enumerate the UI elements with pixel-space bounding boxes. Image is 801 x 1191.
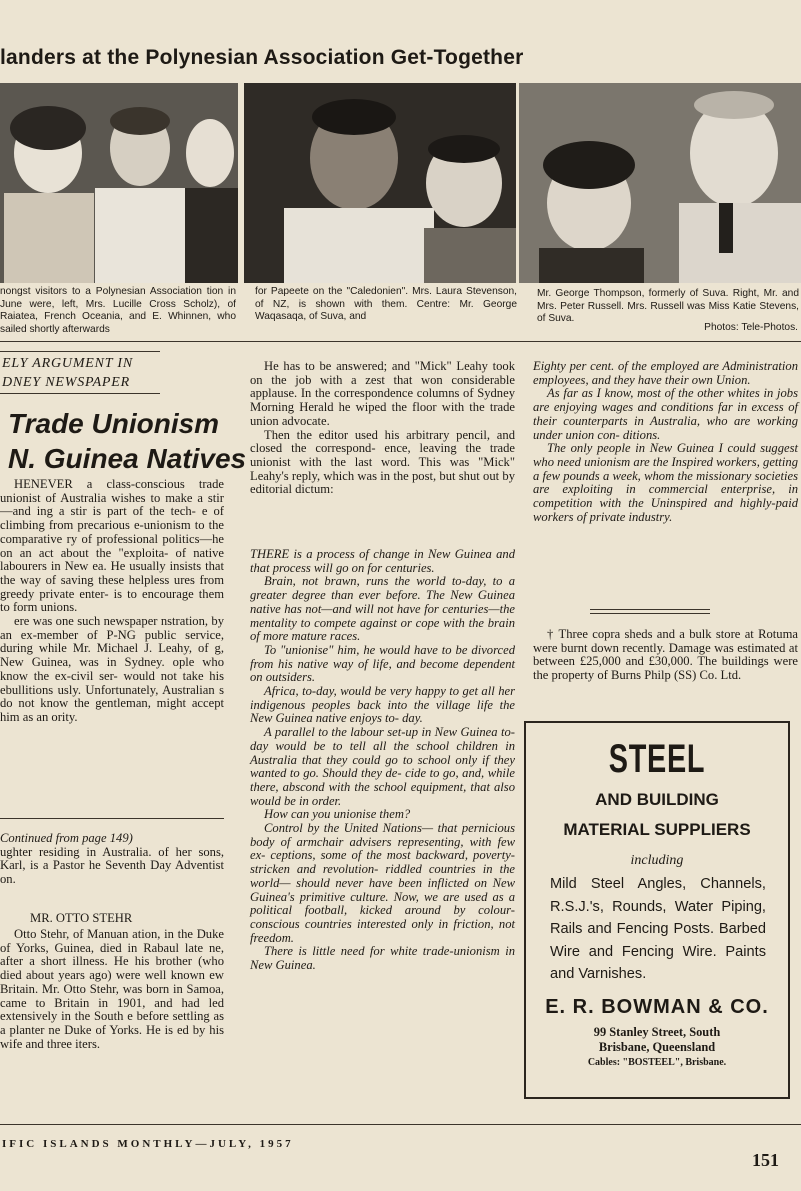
ad-firm-name: E. R. BOWMAN & CO. bbox=[545, 995, 769, 1018]
ad-cables: Cables: "BOSTEEL", Brisbane. bbox=[587, 1056, 727, 1068]
ad-product-list: Mild Steel Angles, Channels, R.S.J.'s, Rounds, Water Piping, Rails and Fencing Posts. Barbed Wire and Fencing Wire. Paints and Varnishes. bbox=[550, 876, 766, 983]
caption-left: nongst visitors to a Polynesian Association tion in June were, left, Mrs. Lucille Cross Scholz), of Raiatea, French Oceania, and E. Whinnen, who sailed shortly afterwards bbox=[0, 286, 236, 335]
photo-credit: Photos: Tele-Photos. bbox=[704, 322, 798, 333]
ad-title: STEEL bbox=[608, 737, 706, 781]
page-headline: landers at the Polynesian Association Get-Together bbox=[0, 46, 524, 69]
paragraph: † Three copra sheds and a bulk store at Rotuma were burnt down recently. Damage was estimated at between £25,000 and £30,000. The buildings were the property of Burns Philp (SS) Co. Ltd. bbox=[533, 627, 798, 683]
paragraph: There is little need for white trade-unionism in New Guinea. bbox=[250, 944, 515, 973]
kicker-line-1: ELY ARGUMENT IN bbox=[2, 356, 133, 371]
continued-text: ughter residing in Australia. of her sons, Karl, is a Pastor he Seventh Day Adventist on. bbox=[0, 844, 224, 887]
article-column-1 bbox=[0, 478, 224, 725]
ad-subtitle-1: AND BUILDING bbox=[595, 790, 719, 809]
paragraph: Brain, not brawn, runs the world to-day, to a greater degree than ever before. The New Guinea native has not—and will not have for centuries—the mentality to compete against or cope with the brain of more mature races. bbox=[250, 574, 515, 644]
paragraph: Otto Stehr, of Manuan ation, in the Duke of Yorks, Guinea, died in Rabaul late ne, after a short illness. He his brother (who died about years ago) were well known ew Britain. Mr. Otto Stehr, was born in Samoa, came to Britain in 1901, and had led extensively in the South e before settling as a planter ne Duke of Yorks. He is ed by his wife and three iters. bbox=[0, 927, 224, 1051]
paragraph: The only people in New Guinea I could suggest who need unionism are the Inspired workers, getting a few pounds a week, whom the missionary societies are exploiting in commercial enterprise, in competition with the Uninspired and highly-paid workers of private industry. bbox=[533, 441, 798, 524]
article-column-2 bbox=[250, 360, 515, 497]
divider bbox=[0, 818, 224, 819]
photo-middle bbox=[244, 83, 516, 283]
rotuma-note bbox=[533, 628, 798, 683]
paragraph: Control by the United Nations— that pernicious body of armchair advisers representing, with few ex- ceptions, some of the most backward, poverty-stricken and revolution- riddled countries in the world— should never have been inflicted on New Guinea's primitive culture. Now, we are used as a political football, kicked around by colour-conscious countries interested only in friction, not freedom. bbox=[250, 821, 515, 945]
caption-middle: for Papeete on the "Caledonien". Mrs. Laura Stevenson, of NZ, is shown with them. Centre: Mr. George Waqasaqa, of Suva, and bbox=[255, 286, 517, 323]
article-column-3 bbox=[533, 360, 798, 524]
kicker-line-2: DNEY NEWSPAPER bbox=[2, 375, 130, 390]
steel-advertisement bbox=[524, 721, 790, 1099]
paragraph: How can you unionise them? bbox=[264, 807, 411, 822]
divider bbox=[590, 613, 710, 614]
paragraph: A parallel to the labour set-up in New Guinea to-day would be to tell all the school children in Australia that they could go to school only if they wanted to go. Should they de- cide to go, and, while there, abscond with the school equipment, that also would be in order. bbox=[250, 725, 515, 808]
divider bbox=[0, 393, 160, 394]
article-title-line-1: Trade Unionism bbox=[8, 408, 220, 439]
paragraph: Africa, to-day, would be very happy to get all her indigenous peoples back into the village life the New Guinea native enjoys to- day. bbox=[250, 684, 515, 726]
paragraph: HENEVER a class-conscious trade unionist of Australia wishes to make a stir—and ing a stir is part of the tech- e of climbing from precarious e-unionism to the comparative ry of professional politics—he on an act about the "exploita- of native labourers in New ea. He usually insists that the way of saving these helpless ures from greedy private enter- is to encourage them to form unions. bbox=[0, 477, 224, 615]
ad-subtitle-2: MATERIAL SUPPLIERS bbox=[563, 820, 751, 839]
obituary-heading: MR. OTTO STEHR bbox=[30, 911, 133, 925]
ad-address-2: Brisbane, Queensland bbox=[598, 1039, 716, 1054]
page-number: 151 bbox=[752, 1150, 779, 1170]
ad-address-1: 99 Stanley Street, South bbox=[593, 1024, 721, 1039]
paragraph: Then the editor used his arbitrary pencil, and closed the correspond- ence, leaving the trade unionist with the last word. This was "Mick" Leahy's reply, which was in the post, but shut out by editorial dictum: bbox=[250, 427, 515, 497]
paragraph: Eighty per cent. of the employed are Administration employees, and they have their own Union. bbox=[533, 359, 798, 387]
obituary-text bbox=[0, 928, 224, 1051]
divider bbox=[0, 341, 801, 342]
divider bbox=[0, 1124, 801, 1125]
paragraph: He has to be answered; and "Mick" Leahy took on the job with a zest that won considerable applause. In the correspondence columns of Sydney Morning Herald he wiped the floor with the trade union advocate. bbox=[250, 359, 515, 428]
continued-section bbox=[0, 832, 224, 887]
photo-right bbox=[519, 83, 801, 283]
continued-label: Continued from page 149) bbox=[0, 831, 133, 845]
leahy-letter bbox=[250, 548, 515, 973]
footer-masthead: IFIC ISLANDS MONTHLY—JULY, 1957 bbox=[2, 1138, 294, 1150]
ad-including: including bbox=[630, 853, 684, 868]
photo-middle-image bbox=[244, 83, 516, 283]
caption-right: Mr. George Thompson, formerly of Suva. Right, Mr. and Mrs. Peter Russell. Mrs. Russell was Miss Katie Stevens, of Suva. bbox=[537, 288, 799, 325]
paragraph: To "unionise" him, he would have to be divorced from his native way of life, and become dependent on outsiders. bbox=[250, 642, 515, 685]
divider bbox=[0, 351, 160, 352]
paragraph: THERE is a process of change in New Guinea and that process will go on for centuries. bbox=[250, 547, 515, 575]
paragraph: As far as I know, most of the other whites in jobs are enjoying wages and conditions far in excess of their counterparts in Australia, who are working under union con- ditions. bbox=[533, 386, 798, 442]
photo-left bbox=[0, 83, 238, 283]
photo-left-image bbox=[0, 83, 238, 283]
photo-right-image bbox=[519, 83, 801, 283]
article-title-line-2: N. Guinea Natives bbox=[8, 443, 247, 474]
divider bbox=[590, 609, 710, 610]
paragraph: ere was one such newspaper nstration, by an ex-member of P-NG public service, during while Mr. Michael J. Leahy, of g, New Guinea, was in Sydney. ople who know the ex-civil ser- would not take his ebullitions usly. Unfortunately, Australian s do not know the gentleman, might accept him as an ority. bbox=[0, 614, 224, 724]
